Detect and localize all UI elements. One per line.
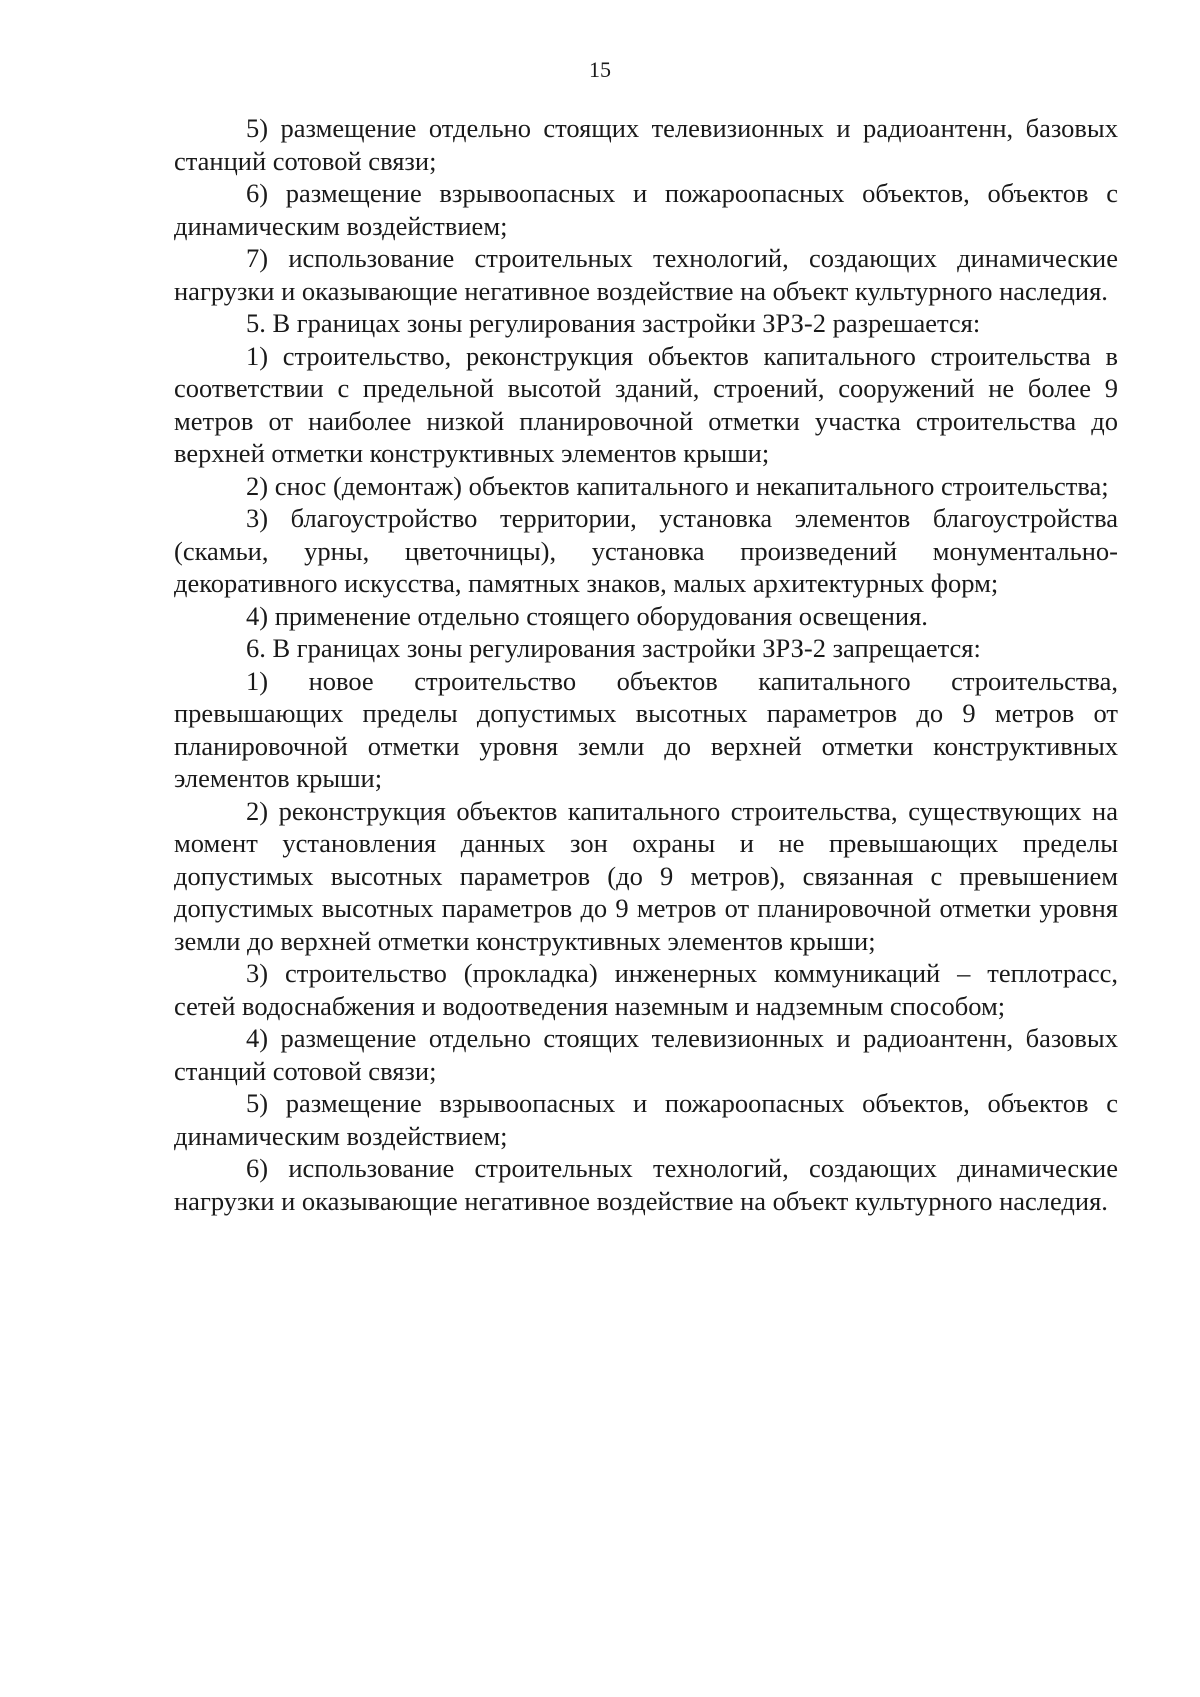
paragraph-item-4-lighting: 4) применение отдельно стоящего оборудования освещения. — [246, 600, 928, 631]
paragraph-item-5-explosive-objects: 5) размещение взрывоопасных и пожароопасных объектов, объектов с динамическим воздействием; — [174, 1088, 1118, 1151]
document-body — [174, 112, 1118, 1217]
section-heading-5-zrz2-permitted: 5. В границах зоны регулирования застройки ЗРЗ-2 разрешается: — [246, 308, 981, 338]
paragraph-item-4-antennas: 4) размещение отдельно стоящих телевизионных и радиоантенн, базовых станций сотовой связи; — [174, 1023, 1118, 1086]
paragraph-item-3-landscaping: 3) благоустройство территории, установка элементов благоустройства (скамьи, урны, цветочницы), установка произведений монументально-декоративного искусства, памятных знаков, малых архитектурных форм; — [174, 503, 1118, 598]
paragraph-item-6-prohibited-explosive-objects: 6) размещение взрывоопасных и пожароопасных объектов, объектов с динамическим воздействием; — [174, 178, 1118, 241]
paragraph-item-2-demolition: 2) снос (демонтаж) объектов капитального и некапитального строительства; — [246, 470, 1109, 501]
section-heading-6-zrz2-prohibited: 6. В границах зоны регулирования застройки ЗРЗ-2 запрещается: — [246, 633, 981, 663]
paragraph-item-6-dynamic-technologies: 6) использование строительных технологий, создающих динамические нагрузки и оказывающие негативное воздействие на объект культурного наследия. — [174, 1153, 1118, 1216]
page-number: 15 — [589, 57, 611, 82]
paragraph-item-1-new-construction: 1) новое строительство объектов капитального строительства, превышающих пределы допустимых высотных параметров до 9 метров от планировочной отметки уровня земли до верхней отметки конструктивных элементов крыши; — [174, 665, 1118, 793]
paragraph-item-2-reconstruction: 2) реконструкция объектов капитального строительства, существующих на момент установления данных зон охраны и не превышающих пределы допустимых высотных параметров (до 9 метров), связанная с превышением допустимых высотных параметров до 9 метров от планировочной отметки уровня земли до верхней отметки конструктивных элементов крыши; — [174, 795, 1118, 956]
paragraph-item-7-prohibited-dynamic-technologies: 7) использование строительных технологий, создающих динамические нагрузки и оказывающие негативное воздействие на объект культурного наследия. — [174, 243, 1118, 306]
paragraph-item-3-utilities: 3) строительство (прокладка) инженерных коммуникаций – теплотрасс, сетей водоснабжения и водоотведения наземным и надземным способом; — [174, 958, 1118, 1021]
paragraph-item-5-prohibited-antennas: 5) размещение отдельно стоящих телевизионных и радиоантенн, базовых станций сотовой связи; — [174, 113, 1118, 176]
paragraph-item-1-construction-height-limit: 1) строительство, реконструкция объектов капитального строительства в соответствии с предельной высотой зданий, строений, сооружений не более 9 метров от наиболее низкой планировочной отметки участка строительства до верхней отметки конструктивных элементов крыши; — [174, 340, 1118, 468]
